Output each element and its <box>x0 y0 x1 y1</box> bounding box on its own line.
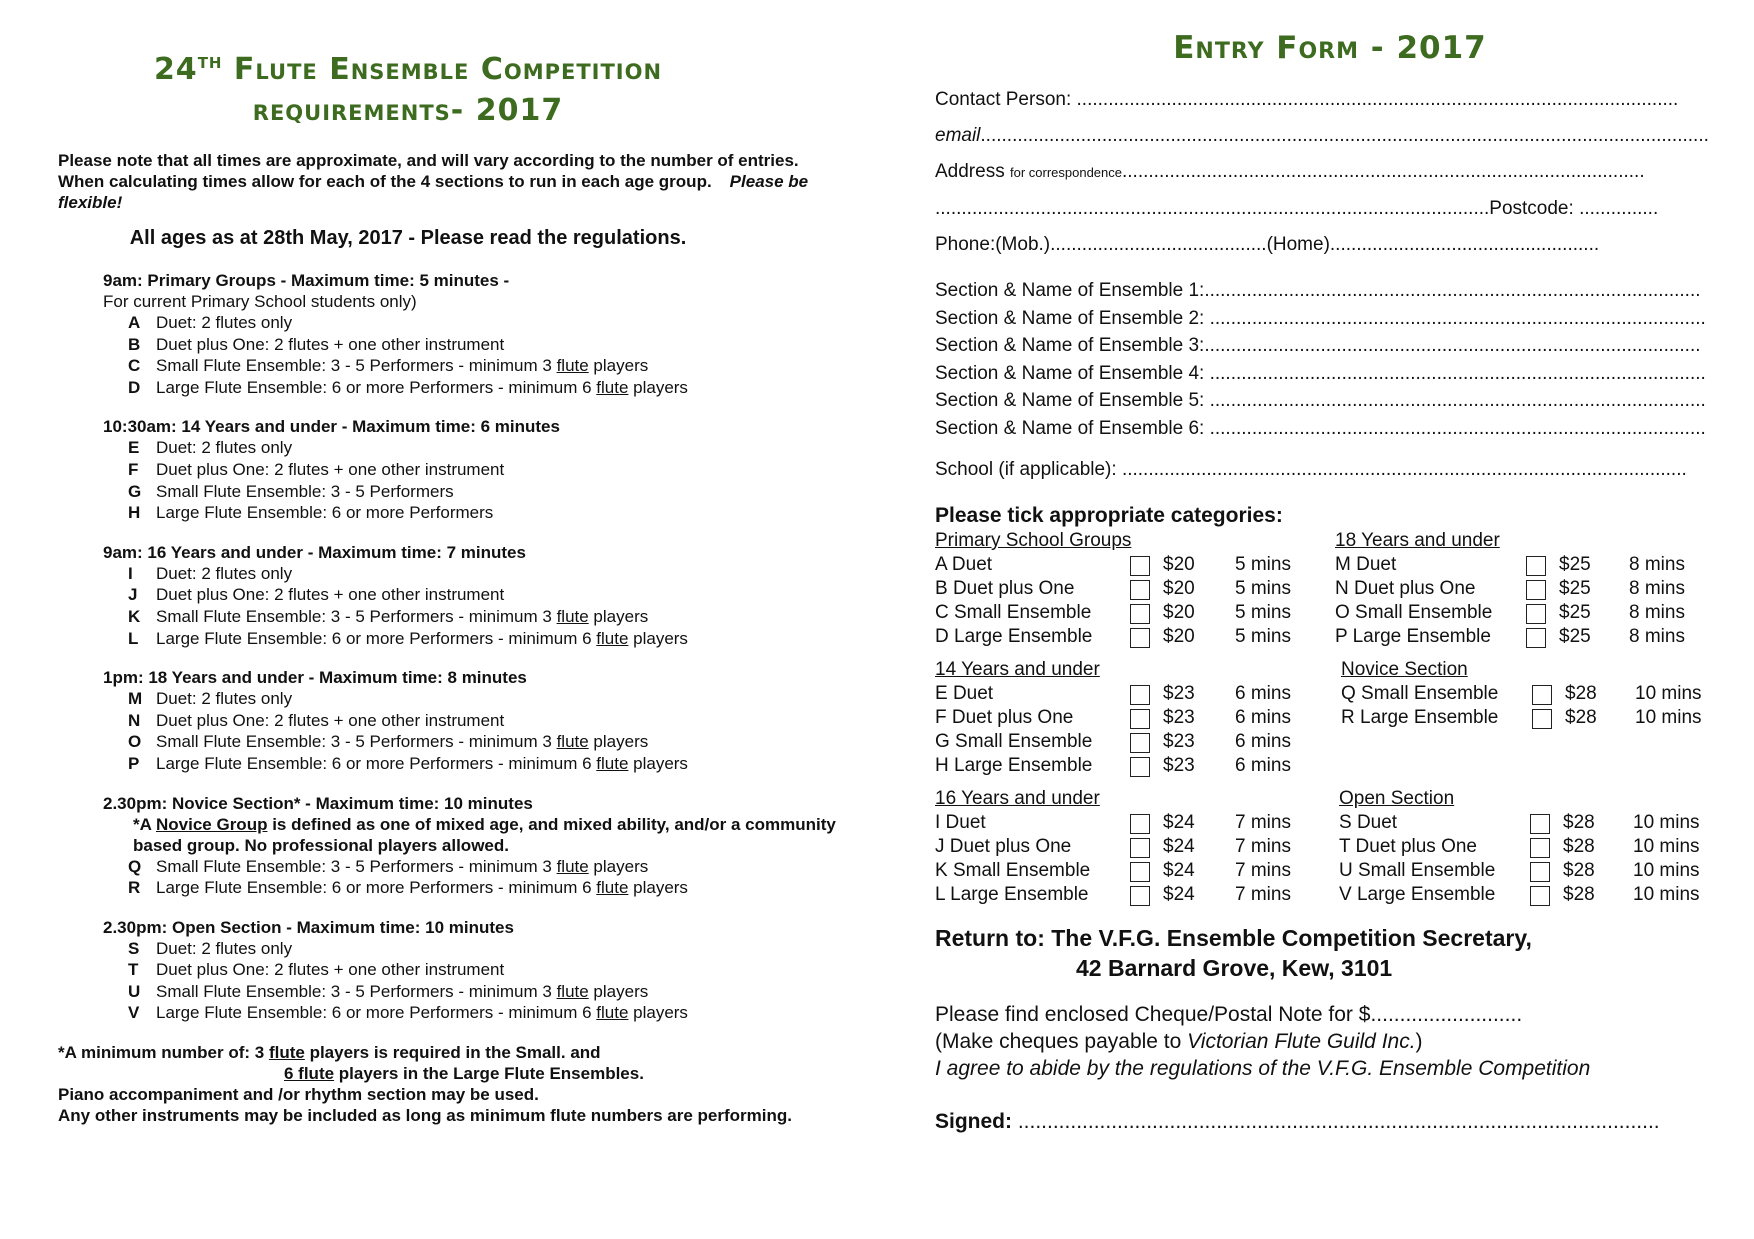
category-row <box>1335 553 1705 577</box>
category-price: $28 <box>1565 683 1597 704</box>
requirement-item: C Small Flute Ensemble: 3 - 5 Performers - minimum 3 flute players <box>128 356 649 376</box>
category-row <box>935 859 1305 883</box>
category-row <box>935 883 1305 907</box>
category-name: E Duet <box>935 683 994 704</box>
category-price: $28 <box>1563 860 1595 881</box>
item-text: Duet: 2 flutes only <box>156 438 293 458</box>
requirement-item <box>128 938 888 960</box>
category-price: $24 <box>1163 860 1195 881</box>
category-time: 5 mins <box>1235 626 1291 647</box>
category-time: 10 mins <box>1633 860 1700 881</box>
section-groups <box>58 270 888 1024</box>
item-text: Duet plus One: 2 flutes + one other instrument <box>156 710 505 730</box>
footnote-instruments: Any other instruments may be included as long as minimum flute numbers are performing. <box>58 1106 792 1126</box>
item-text: Duet: 2 flutes only <box>156 563 293 583</box>
category-name: I Duet <box>935 812 986 833</box>
category-row <box>935 577 1305 601</box>
item-text: Duet: 2 flutes only <box>156 689 293 709</box>
footnote-minimum: *A minimum number of: 3 flute players is required in the Small. and <box>58 1043 601 1063</box>
category-name: M Duet <box>1335 554 1397 575</box>
section-group <box>103 667 888 774</box>
footnote-piano: Piano accompaniment and /or rhythm section may be used. <box>58 1085 539 1105</box>
requirement-item: L Large Flute Ensemble: 6 or more Performers - minimum 6 flute players <box>128 628 688 648</box>
group-heading: 2.30pm: Open Section - Maximum time: 10 minutes <box>103 917 514 937</box>
category-row <box>935 835 1305 859</box>
item-code: T <box>128 960 139 980</box>
ensemble-field[interactable]: Section & Name of Ensemble 2: .............................................................................................. <box>935 307 1706 329</box>
item-code: M <box>128 689 143 709</box>
category-name: K Small Ensemble <box>935 860 1091 881</box>
item-text: Duet: 2 flutes only <box>156 938 293 958</box>
ensemble-field[interactable]: Section & Name of Ensemble 6: .............................................................................................. <box>935 417 1706 439</box>
section-group <box>103 917 888 1024</box>
category-row <box>1339 883 1709 907</box>
item-code: N <box>128 710 141 730</box>
tick-title: Please tick appropriate categories: <box>935 504 1283 527</box>
item-text: Duet: 2 flutes only <box>156 313 293 332</box>
category-time: 7 mins <box>1235 860 1291 881</box>
category-name: V Large Ensemble <box>1339 884 1496 905</box>
item-code: Q <box>128 856 142 876</box>
category-time: 5 mins <box>1235 602 1291 623</box>
group-heading: 2.30pm: Novice Section* - Maximum time: 10 minutes <box>103 793 533 813</box>
category-checkbox[interactable] <box>1526 556 1546 576</box>
section-group <box>103 270 888 398</box>
category-time: 6 mins <box>1235 707 1291 728</box>
item-code: V <box>128 1003 140 1023</box>
group-heading: 10:30am: 14 Years and under - Maximum time: 6 minutes <box>103 417 560 437</box>
category-block <box>1339 787 1709 907</box>
email-field[interactable]: email.......................................................................................................................................... <box>935 125 1709 146</box>
requirement-item <box>128 437 888 459</box>
category-time: 7 mins <box>1235 812 1291 833</box>
item-text: Duet plus One: 2 flutes + one other instrument <box>156 334 505 354</box>
category-block <box>1335 529 1705 649</box>
agreement: I agree to abide by the regulations of the V.F.G. Ensemble Competition <box>935 1057 1591 1080</box>
item-code: R <box>128 878 141 898</box>
category-price: $28 <box>1563 884 1595 905</box>
category-checkbox[interactable] <box>1130 580 1150 600</box>
category-time: 8 mins <box>1629 554 1685 575</box>
category-checkbox[interactable] <box>1130 556 1150 576</box>
category-time: 6 mins <box>1235 731 1291 752</box>
category-checkbox[interactable] <box>1530 838 1550 858</box>
category-price: $23 <box>1163 683 1195 704</box>
item-code: A <box>128 313 141 332</box>
item-text: Duet plus One: 2 flutes + one other instrument <box>156 585 505 605</box>
category-price: $24 <box>1163 884 1195 905</box>
category-row <box>1341 706 1711 730</box>
item-code: O <box>128 732 142 752</box>
category-name: H Large Ensemble <box>935 755 1093 776</box>
category-time: 7 mins <box>1235 836 1291 857</box>
category-heading: 14 Years and under <box>935 659 1100 680</box>
group-heading: 9am: Primary Groups - Maximum time: 5 minutes - <box>103 271 510 290</box>
category-price: $25 <box>1559 554 1591 575</box>
category-price: $23 <box>1163 755 1195 776</box>
category-time: 8 mins <box>1629 578 1685 599</box>
requirement-item: U Small Flute Ensemble: 3 - 5 Performers - minimum 3 flute players <box>128 981 649 1001</box>
category-price: $25 <box>1559 602 1591 623</box>
requirements-title: 24TH Flute Ensemble Competition <box>153 52 663 87</box>
category-time: 6 mins <box>1235 755 1291 776</box>
category-block <box>1341 658 1711 730</box>
category-name: A Duet <box>935 554 993 575</box>
item-text: Duet plus One: 2 flutes + one other instrument <box>156 459 505 479</box>
category-checkbox[interactable] <box>1130 886 1150 906</box>
category-price: $28 <box>1563 812 1595 833</box>
category-price: $20 <box>1163 578 1195 599</box>
footnotes <box>58 1042 888 1126</box>
group-heading: 9am: 16 Years and under - Maximum time: 7 minutes <box>103 542 526 562</box>
category-checkbox[interactable] <box>1530 862 1550 882</box>
category-checkbox[interactable] <box>1526 628 1546 648</box>
category-checkbox[interactable] <box>1530 886 1550 906</box>
requirement-item: O Small Flute Ensemble: 3 - 5 Performers - minimum 3 flute players <box>128 732 649 752</box>
item-code: H <box>128 503 141 523</box>
category-name: U Small Ensemble <box>1339 860 1496 881</box>
category-checkbox[interactable] <box>1130 733 1150 753</box>
ensemble-fields <box>935 277 1725 442</box>
category-name: O Small Ensemble <box>1335 602 1493 623</box>
category-row <box>1341 682 1711 706</box>
category-name: G Small Ensemble <box>935 731 1093 752</box>
category-checkbox[interactable] <box>1130 709 1150 729</box>
entry-form-panel <box>935 30 1725 1134</box>
category-price: $20 <box>1163 626 1195 647</box>
category-name: R Large Ensemble <box>1341 707 1499 728</box>
category-name: S Duet <box>1339 812 1398 833</box>
requirement-item <box>128 334 888 356</box>
category-price: $25 <box>1559 578 1591 599</box>
category-row <box>935 811 1305 835</box>
item-code: E <box>128 438 140 458</box>
requirement-item <box>128 481 888 503</box>
signature-field[interactable]: Signed: .............................................................................................................. <box>935 1110 1660 1133</box>
category-name: T Duet plus One <box>1339 836 1478 857</box>
category-name: C Small Ensemble <box>935 602 1092 623</box>
item-code: F <box>128 459 139 479</box>
category-time: 6 mins <box>1235 683 1291 704</box>
category-row <box>1335 601 1705 625</box>
category-name: D Large Ensemble <box>935 626 1093 647</box>
section-group <box>103 416 888 523</box>
category-price: $20 <box>1163 602 1195 623</box>
category-row <box>935 754 1305 778</box>
requirement-item <box>128 688 888 710</box>
novice-definition: *A Novice Group is defined as one of mixed age, and mixed ability, and/or a community based group. No professional players allowed. <box>133 814 836 855</box>
category-checkbox[interactable] <box>1532 685 1552 705</box>
requirement-item <box>128 959 888 981</box>
category-name: B Duet plus One <box>935 578 1075 599</box>
category-checkbox[interactable] <box>1526 580 1546 600</box>
category-row <box>1335 577 1705 601</box>
cheque-field[interactable]: Please find enclosed Cheque/Postal Note for $.......................... <box>935 1003 1523 1026</box>
category-checkbox[interactable] <box>1130 814 1150 834</box>
category-row <box>935 706 1305 730</box>
payable-note: (Make cheques payable to Victorian Flute Guild Inc.) <box>935 1030 1423 1053</box>
category-time: 5 mins <box>1235 554 1291 575</box>
category-name: F Duet plus One <box>935 707 1074 728</box>
item-code: C <box>128 356 141 376</box>
category-row <box>935 553 1305 577</box>
category-name: N Duet plus One <box>1335 578 1476 599</box>
entry-form-title: Entry Form - 2017 <box>1173 30 1487 66</box>
requirement-item: K Small Flute Ensemble: 3 - 5 Performers - minimum 3 flute players <box>128 606 649 626</box>
group-subheading: For current Primary School students only) <box>103 292 417 311</box>
item-text: Large Flute Ensemble: 6 or more Performers <box>156 503 494 523</box>
item-code: D <box>128 377 141 397</box>
category-time: 10 mins <box>1633 836 1700 857</box>
category-block <box>935 529 1305 649</box>
contact-person-field[interactable]: Contact Person: .................................................................................................................. <box>935 89 1679 110</box>
category-block <box>935 658 1305 778</box>
timing-note: Please note that all times are approximate, and will vary according to the number of entries. When calculating times allow for each of the 4 sections to run in each age group. Please be flexible! <box>58 151 809 212</box>
category-heading: 18 Years and under <box>1335 530 1500 551</box>
category-heading: Novice Section <box>1341 659 1468 680</box>
category-checkbox[interactable] <box>1130 604 1150 624</box>
requirement-item: V Large Flute Ensemble: 6 or more Performers - minimum 6 flute players <box>128 1003 688 1023</box>
ages-note: All ages as at 28th May, 2017 - Please read the regulations. <box>129 227 687 249</box>
category-name: Q Small Ensemble <box>1341 683 1499 704</box>
requirements-panel <box>58 52 888 1126</box>
category-checkbox[interactable] <box>1526 604 1546 624</box>
address-field[interactable]: Address for correspondence................................................................................................... <box>935 161 1645 182</box>
requirement-item <box>128 563 888 585</box>
requirement-item <box>128 459 888 481</box>
category-price: $23 <box>1163 707 1195 728</box>
item-code: K <box>128 606 141 626</box>
category-time: 10 mins <box>1635 707 1702 728</box>
category-price: $20 <box>1163 554 1195 575</box>
requirement-item <box>128 710 888 732</box>
requirement-item <box>128 584 888 606</box>
category-price: $24 <box>1163 836 1195 857</box>
postcode-field[interactable]: .........................................................................................................Postcode: ............... <box>935 198 1659 219</box>
item-code: G <box>128 481 142 501</box>
category-time: 5 mins <box>1235 578 1291 599</box>
category-row <box>935 682 1305 706</box>
category-name: J Duet plus One <box>935 836 1072 857</box>
item-code: L <box>128 628 139 648</box>
requirement-item: P Large Flute Ensemble: 6 or more Performers - minimum 6 flute players <box>128 753 688 773</box>
category-row <box>935 625 1305 649</box>
item-code: J <box>128 585 138 605</box>
phone-field[interactable]: Phone:(Mob.).........................................(Home)................................................... <box>935 234 1600 255</box>
category-grid <box>935 529 1725 919</box>
category-row <box>935 730 1305 754</box>
category-price: $23 <box>1163 731 1195 752</box>
category-time: 8 mins <box>1629 602 1685 623</box>
category-row <box>935 601 1305 625</box>
ensemble-field[interactable]: Section & Name of Ensemble 5: .............................................................................................. <box>935 390 1706 411</box>
footnote-large: 6 flute players in the Large Flute Ensembles. <box>284 1064 644 1084</box>
item-text: Duet plus One: 2 flutes + one other instrument <box>156 960 505 980</box>
category-name: L Large Ensemble <box>935 884 1089 905</box>
category-name: P Large Ensemble <box>1335 626 1491 647</box>
return-address: Return to: The V.F.G. Ensemble Competition Secretary, 42 Barnard Grove, Kew, 3101 <box>935 925 1532 981</box>
item-code: S <box>128 938 140 958</box>
category-heading: Open Section <box>1339 788 1455 809</box>
item-text: Small Flute Ensemble: 3 - 5 Performers <box>156 481 454 501</box>
category-row <box>1335 625 1705 649</box>
category-block <box>935 787 1305 907</box>
category-time: 8 mins <box>1629 626 1685 647</box>
requirement-item: Q Small Flute Ensemble: 3 - 5 Performers - minimum 3 flute players <box>128 856 649 876</box>
category-time: 10 mins <box>1633 812 1700 833</box>
requirement-item: D Large Flute Ensemble: 6 or more Performers - minimum 6 flute players <box>128 377 688 397</box>
category-price: $28 <box>1563 836 1595 857</box>
category-checkbox[interactable] <box>1532 709 1552 729</box>
category-checkbox[interactable] <box>1130 628 1150 648</box>
category-row <box>1339 859 1709 883</box>
requirement-item <box>128 502 888 524</box>
category-heading: 16 Years and under <box>935 788 1100 809</box>
ensemble-field[interactable]: Section & Name of Ensemble 3:.............................................................................................. <box>935 335 1701 356</box>
category-time: 10 mins <box>1635 683 1702 704</box>
payment-section <box>935 1001 1725 1082</box>
section-group <box>103 542 888 649</box>
requirement-item <box>128 312 888 334</box>
category-row <box>1339 835 1709 859</box>
category-price: $25 <box>1559 626 1591 647</box>
item-code: I <box>128 563 133 583</box>
requirements-subtitle: requirements- 2017 <box>252 93 564 128</box>
category-heading: Primary School Groups <box>935 530 1132 551</box>
category-row <box>1339 811 1709 835</box>
ensemble-field[interactable]: Section & Name of Ensemble 4: .............................................................................................. <box>935 362 1706 384</box>
school-field[interactable]: School (if applicable): ........................................................................................................... <box>935 459 1687 480</box>
item-code: B <box>128 334 141 354</box>
category-price: $28 <box>1565 707 1597 728</box>
category-time: 7 mins <box>1235 884 1291 905</box>
item-code: U <box>128 981 141 1001</box>
category-checkbox[interactable] <box>1130 685 1150 705</box>
category-checkbox[interactable] <box>1130 862 1150 882</box>
category-price: $24 <box>1163 812 1195 833</box>
category-checkbox[interactable] <box>1530 814 1550 834</box>
ensemble-field[interactable]: Section & Name of Ensemble 1:.............................................................................................. <box>935 280 1701 301</box>
category-checkbox[interactable] <box>1130 838 1150 858</box>
category-checkbox[interactable] <box>1130 757 1150 777</box>
category-time: 10 mins <box>1633 884 1700 905</box>
requirement-item: R Large Flute Ensemble: 6 or more Performers - minimum 6 flute players <box>128 878 688 898</box>
item-code: P <box>128 753 140 773</box>
group-heading: 1pm: 18 Years and under - Maximum time: 8 minutes <box>103 668 527 688</box>
section-group <box>103 793 888 899</box>
